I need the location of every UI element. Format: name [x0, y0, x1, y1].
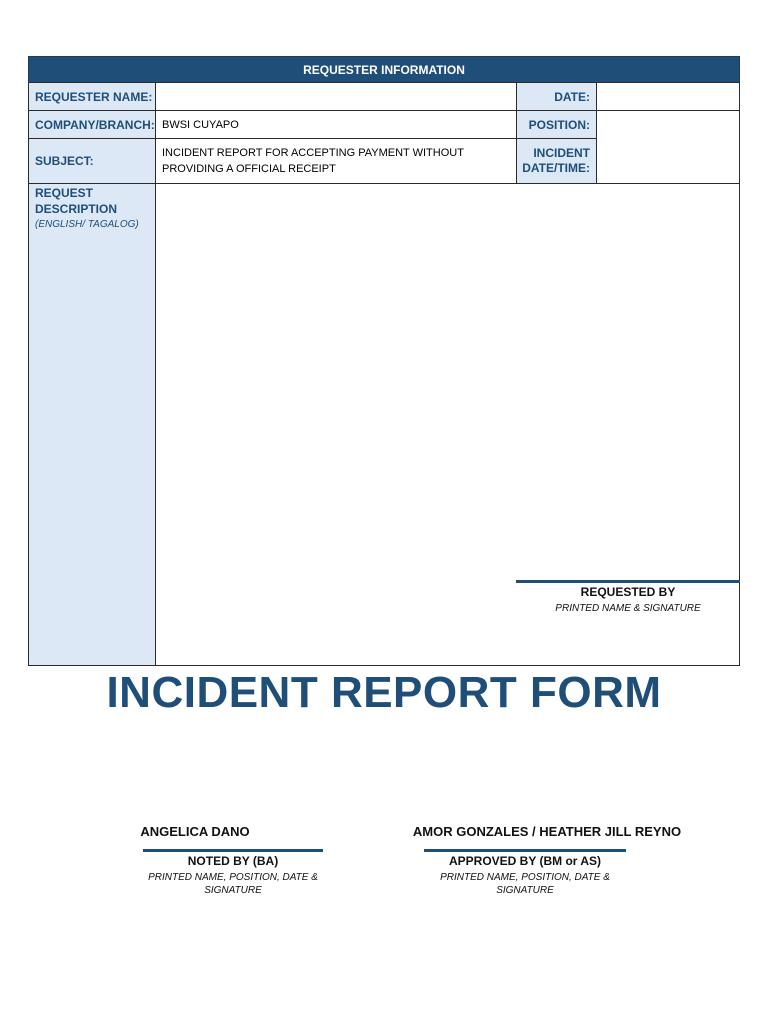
request-description-label	[28, 183, 156, 666]
approved-by-sub-line1: PRINTED NAME, POSITION, DATE &	[440, 872, 610, 883]
approved-by-signature-line	[424, 849, 626, 852]
requester-name-label	[28, 82, 156, 111]
subject-value: INCIDENT REPORT FOR ACCEPTING PAYMENT WITHOUT PROVIDING A OFFICIAL RECEIPT	[162, 147, 464, 175]
subject-label	[28, 138, 156, 184]
requester-information-header	[28, 56, 740, 83]
company-branch-field[interactable]	[155, 110, 517, 139]
noted-by-label: NOTED BY (BA)	[187, 854, 279, 868]
approved-by-sub-line2: SIGNATURE	[496, 885, 554, 896]
noted-by-sub-line2: SIGNATURE	[204, 885, 262, 896]
approved-by-label: APPROVED BY (BM or AS)	[448, 854, 601, 868]
request-desc-label-line1: REQUEST	[35, 186, 94, 200]
date-field[interactable]	[596, 82, 740, 111]
noted-by-name: ANGELICA DANO	[140, 824, 250, 839]
subject-field[interactable]	[155, 138, 517, 184]
requested-by-sublabel: PRINTED NAME & SIGNATURE	[555, 603, 701, 614]
approved-by-sublabel	[424, 871, 626, 897]
incident-datetime-label	[516, 138, 597, 184]
noted-by-signature-line	[143, 849, 323, 852]
incident-label-line1: INCIDENT	[533, 146, 590, 160]
approved-by-name: AMOR GONZALES / HEATHER JILL REYNO	[412, 824, 682, 839]
date-label-text: DATE:	[554, 89, 590, 104]
requester-name-label-text: REQUESTER NAME:	[35, 89, 153, 104]
request-desc-label-line2: DESCRIPTION	[35, 202, 118, 216]
incident-label-line2: DATE/TIME:	[522, 161, 590, 175]
company-label-text: COMPANY/BRANCH:	[35, 117, 155, 132]
requested-by-signature-line	[516, 580, 740, 583]
company-value: BWSI CUYAPO	[162, 118, 239, 131]
requester-name-field[interactable]	[155, 82, 517, 111]
position-label-text: POSITION:	[528, 117, 590, 132]
header-text: REQUESTER INFORMATION	[303, 62, 465, 77]
position-label	[516, 110, 597, 139]
noted-by-sub-line1: PRINTED NAME, POSITION, DATE &	[148, 872, 318, 883]
subject-label-text: SUBJECT:	[35, 154, 94, 168]
page-title: INCIDENT REPORT FORM	[106, 668, 662, 717]
date-label	[516, 82, 597, 111]
position-field[interactable]	[596, 110, 740, 184]
request-desc-sublabel: (ENGLISH/ TAGALOG)	[35, 219, 139, 230]
noted-by-sublabel	[143, 871, 323, 897]
company-branch-label	[28, 110, 156, 139]
requested-by-label: REQUESTED BY	[580, 585, 676, 599]
